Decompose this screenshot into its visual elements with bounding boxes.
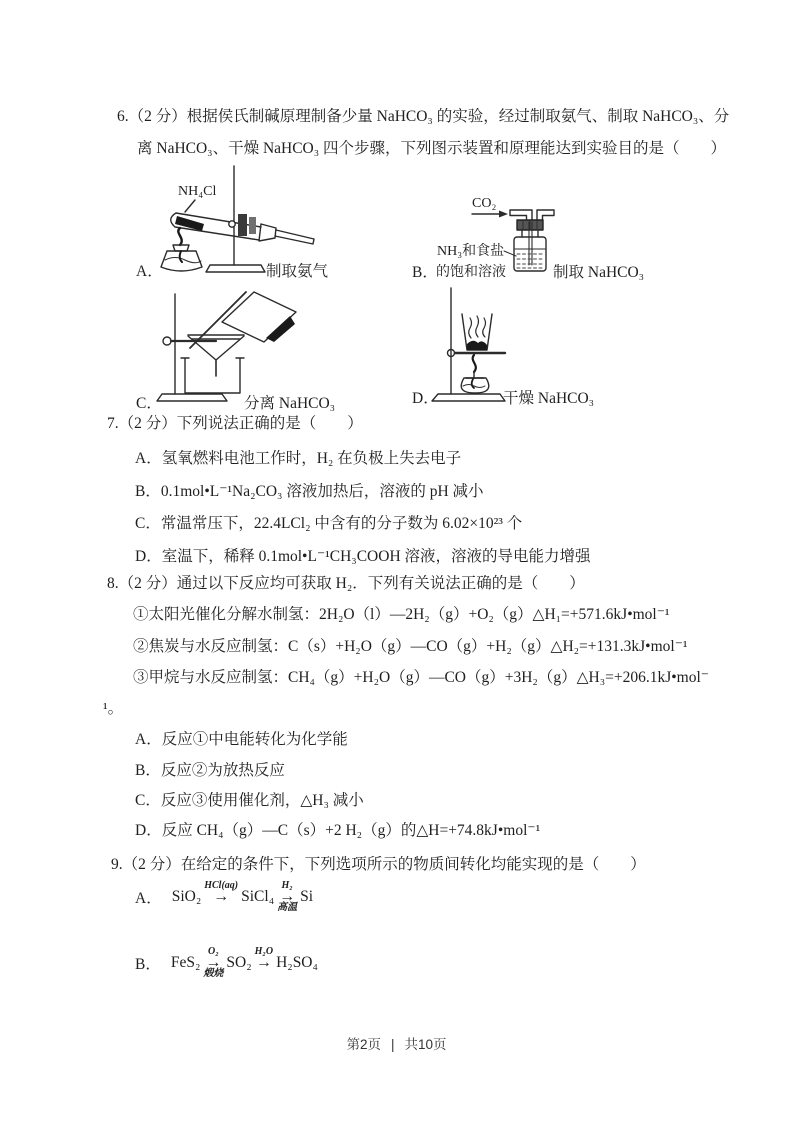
arrow-condition-above: O₂ bbox=[208, 946, 219, 957]
reaction-arrow-1 bbox=[203, 946, 223, 980]
q7-option-c: C．常温常压下，22.4LCl₂ 中含有的分子数为 6.02×10²³ 个 bbox=[135, 515, 523, 532]
q7-option-b: B．0.1mol•L⁻¹Na₂CO₃ 溶液加热后，溶液的 pH 减小 bbox=[135, 483, 484, 500]
q7-option-a: A．氢氧燃料电池工作时，H₂ 在负极上失去电子 bbox=[135, 450, 462, 467]
q9-b-species-3: H₂SO₄ bbox=[276, 954, 318, 971]
footer-page-number: 第2页 bbox=[346, 1037, 381, 1052]
q6-diagram-a bbox=[128, 160, 408, 286]
q7-option-d: D．室温下，稀释 0.1mol•L⁻¹CH₃COOH 溶液，溶液的导电能力增强 bbox=[135, 548, 591, 565]
q7-stem: 7.（2 分）下列说法正确的是（ ） bbox=[107, 415, 363, 432]
page-footer bbox=[0, 1033, 793, 1053]
q6-stem-line-1: 6.（2 分）根据侯氏制碱原理制备少量 NaHCO₃ 的实验，经过制取氨气、制取 NaHCO₃、分 bbox=[117, 108, 730, 125]
q9-a-species-3: Si bbox=[300, 888, 314, 905]
q6-diagram-d bbox=[368, 282, 668, 414]
q8-reaction-1: ①太阳光催化分解水制氢：2H₂O（l）—2H₂（g）+O₂（g）△H₁=+571.6kJ•mol⁻¹ bbox=[133, 606, 670, 623]
arrow-condition-above: H₂O bbox=[254, 946, 274, 957]
right-arrow-icon: → bbox=[205, 954, 222, 971]
diagram-a-letter: A． bbox=[136, 263, 163, 280]
arrow-condition-below: 煅烧 bbox=[203, 968, 224, 979]
q9-b-species-2: SO₂ bbox=[226, 954, 252, 971]
q8-stem: 8.（2 分）通过以下反应均可获取 H₂．下列有关说法正确的是（ ） bbox=[107, 575, 585, 592]
arrow-condition-above: HCl(aq) bbox=[204, 880, 239, 891]
diagram-b-letter: B． bbox=[412, 264, 438, 281]
right-arrow-icon: → bbox=[255, 954, 272, 971]
q8-option-c: C．反应③使用催化剂，△H₃ 减小 bbox=[135, 792, 364, 809]
q9-a-species-1: SiO₂ bbox=[171, 888, 202, 905]
solution-label-line2: 的饱和溶液 bbox=[436, 265, 506, 280]
footer-total-pages: 共10页 bbox=[404, 1037, 447, 1052]
q8-option-b: B．反应②为放热反应 bbox=[135, 762, 285, 779]
q6-stem-line-2: 离 NaHCO₃、干燥 NaHCO₃ 四个步骤，下列图示装置和原理能达到实验目的是（ ） bbox=[137, 140, 727, 157]
q8-option-a: A．反应①中电能转化为化学能 bbox=[135, 731, 348, 748]
diagram-c-letter: C． bbox=[136, 395, 162, 412]
reaction-arrow-2 bbox=[277, 880, 297, 914]
diagram-a-caption: 制取氨气 bbox=[266, 263, 329, 280]
solution-label-line1: NH₃和食盐 bbox=[437, 244, 505, 259]
diagram-d-caption: 干燥 NaHCO₃ bbox=[503, 390, 595, 407]
nh4cl-label: NH₄Cl bbox=[178, 184, 217, 199]
q8-option-d: D．反应 CH₄（g）—C（s）+2 H₂（g）的△H=+74.8kJ•mol⁻¹ bbox=[135, 822, 541, 839]
q8-reaction-3-wrap: ¹。 bbox=[103, 700, 124, 717]
co2-label: CO₂ bbox=[472, 196, 497, 211]
q9-option-a-letter: A． bbox=[135, 890, 162, 907]
q9-option-b bbox=[135, 946, 318, 980]
footer-separator: | bbox=[390, 1037, 395, 1052]
arrow-condition-above: H₂ bbox=[281, 880, 293, 891]
q9-b-species-1: FeS₂ bbox=[170, 954, 201, 971]
diagram-b-caption: 制取 NaHCO₃ bbox=[553, 264, 645, 281]
q6-diagram-b bbox=[368, 180, 668, 290]
reaction-arrow-1 bbox=[204, 880, 238, 914]
diagram-c-caption: 分离 NaHCO₃ bbox=[244, 395, 336, 412]
right-arrow-icon: → bbox=[213, 888, 230, 905]
q9-option-a bbox=[135, 880, 313, 914]
q8-reaction-2: ②焦炭与水反应制氢：C（s）+H₂O（g）—CO（g）+H₂（g）△H₂=+131.3kJ•mol⁻¹ bbox=[133, 638, 688, 655]
right-arrow-icon: → bbox=[279, 888, 296, 905]
reaction-arrow-2 bbox=[255, 946, 274, 980]
q6-diagram-c bbox=[128, 290, 400, 412]
q9-stem: 9.（2 分）在给定的条件下，下列选项所示的物质间转化均能实现的是（ ） bbox=[111, 856, 646, 873]
q9-a-species-2: SiCl₄ bbox=[241, 888, 275, 905]
arrow-condition-below: 高温 bbox=[277, 902, 298, 913]
q9-option-b-letter: B． bbox=[135, 956, 161, 973]
q8-reaction-3: ③甲烷与水反应制氢：CH₄（g）+H₂O（g）—CO（g）+3H₂（g）△H₃=+206.1kJ•mol⁻ bbox=[133, 669, 709, 686]
diagram-d-letter: D． bbox=[412, 390, 439, 407]
